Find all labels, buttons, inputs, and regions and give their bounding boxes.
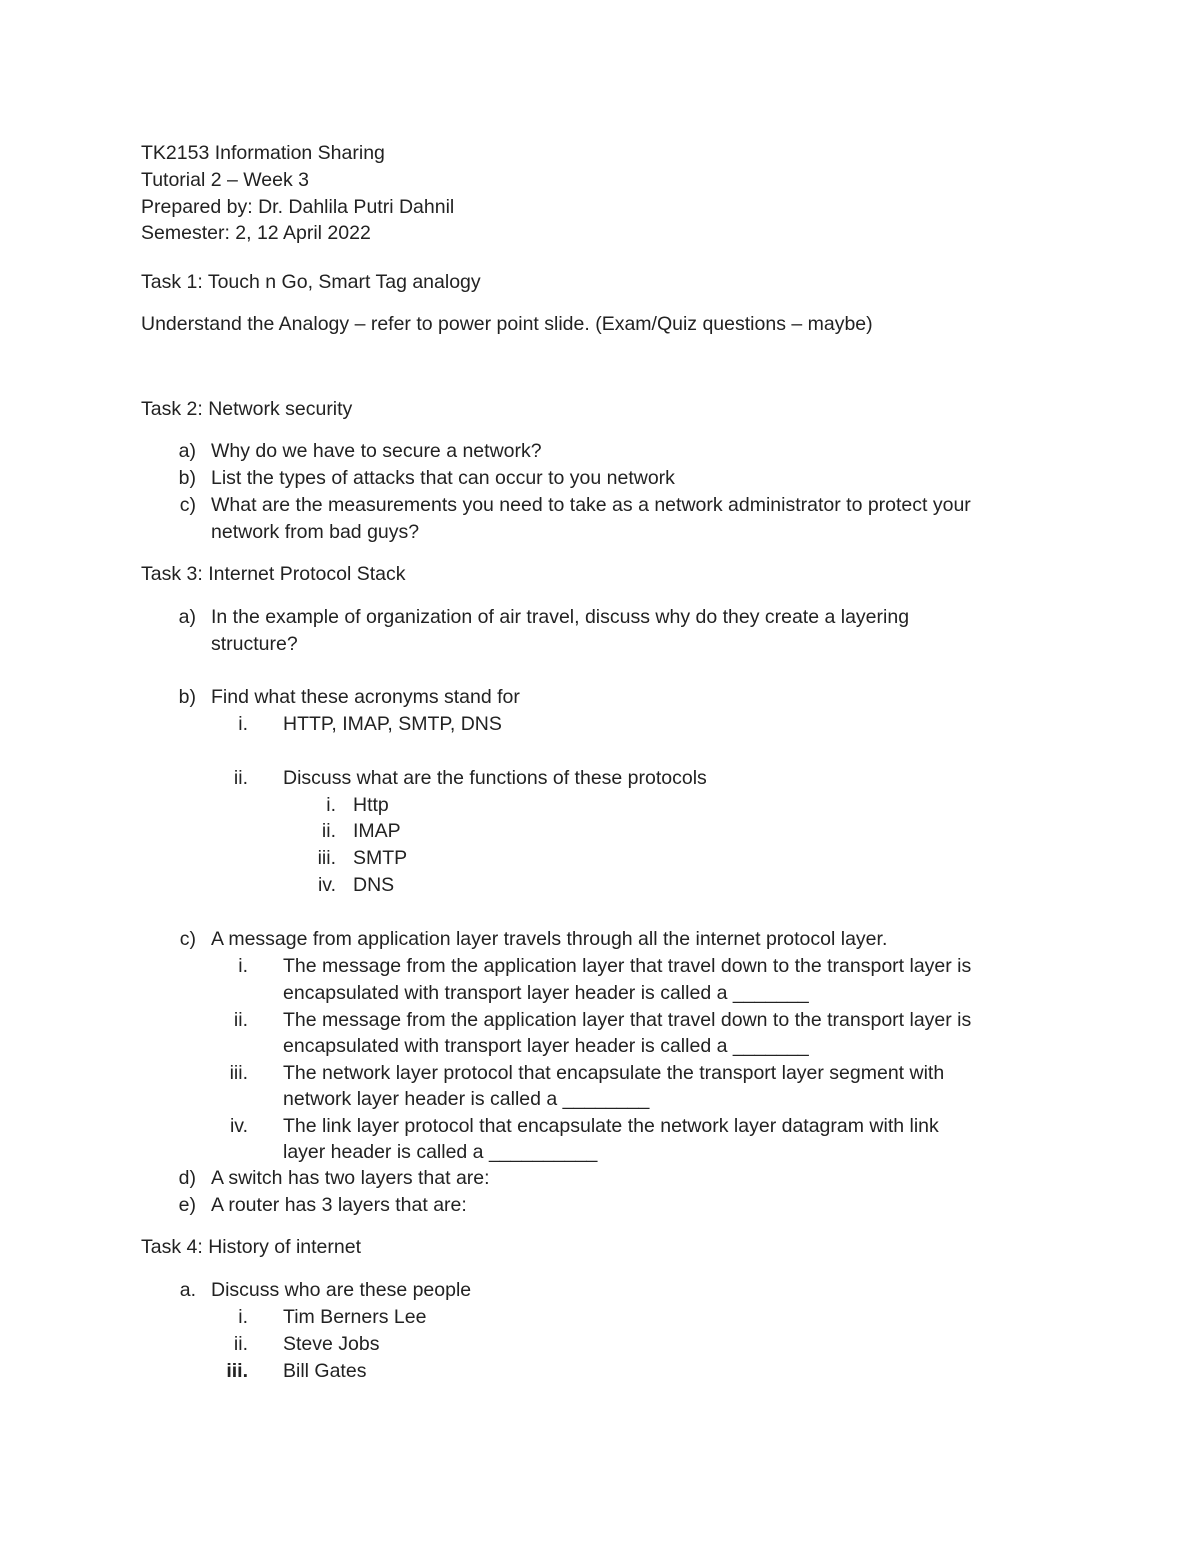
task4-a-text: Discuss who are these people (211, 1279, 472, 1301)
task3-b-ii-text: Discuss what are the functions of these protocols (283, 767, 707, 789)
protocol-dns: DNS (353, 874, 395, 896)
person-marker-2: ii. (233, 1333, 248, 1355)
task2-c-marker: c) (179, 494, 196, 516)
task3-b-i-marker: i. (238, 713, 248, 735)
person-marker-1: i. (238, 1306, 248, 1328)
protocol-marker-1: i. (326, 794, 336, 816)
task2-b-text: List the types of attacks that can occur to you network (211, 467, 675, 489)
task2-c-text-line1: What are the measurements you need to take as a network administrator to protect your (211, 494, 971, 516)
task2-a-marker: a) (178, 440, 196, 462)
task3-title: Task 3: Internet Protocol Stack (141, 563, 406, 585)
task3-c-i-marker: i. (238, 955, 248, 977)
task3-c-marker: c) (179, 928, 196, 950)
protocol-marker-2: ii. (321, 820, 336, 842)
task3-c-i-line2: encapsulated with transport layer header is called a _______ (283, 982, 809, 1004)
task3-c-iii-line2: network layer header is called a ________ (283, 1088, 650, 1110)
task3-b-ii-marker: ii. (233, 767, 248, 789)
task4-a-marker: a. (179, 1279, 196, 1301)
task3-e-marker: e) (178, 1194, 196, 1216)
task3-e-text: A router has 3 layers that are: (211, 1194, 467, 1216)
protocol-smtp: SMTP (353, 847, 408, 869)
protocol-marker-3: iii. (317, 847, 336, 869)
task3-c-iv-line2: layer header is called a __________ (283, 1141, 598, 1163)
person-marker-3: iii. (226, 1360, 248, 1382)
task3-d-marker: d) (178, 1167, 196, 1189)
task3-c-i-line1: The message from the application layer that travel down to the transport layer is (283, 955, 972, 977)
protocol-marker-4: iv. (317, 874, 336, 896)
task3-c-ii-line2: encapsulated with transport layer header is called a _______ (283, 1035, 809, 1057)
task3-c-iii-marker: iii. (229, 1062, 248, 1084)
task3-c-ii-line1: The message from the application layer that travel down to the transport layer is (283, 1009, 972, 1031)
task3-c-iii-line1: The network layer protocol that encapsulate the transport layer segment with (283, 1062, 945, 1084)
task3-b-marker: b) (178, 686, 196, 708)
prepared-by: Prepared by: Dr. Dahlila Putri Dahnil (141, 196, 455, 218)
task3-a-text-line2: structure? (211, 633, 298, 655)
task2-a-text: Why do we have to secure a network? (211, 440, 542, 462)
task3-c-text: A message from application layer travels through all the internet protocol layer. (211, 928, 888, 950)
task4-title: Task 4: History of internet (141, 1236, 362, 1258)
task3-c-iv-marker: iv. (229, 1115, 248, 1137)
person-steve-jobs: Steve Jobs (283, 1333, 380, 1355)
task1-title: Task 1: Touch n Go, Smart Tag analogy (141, 271, 481, 293)
task3-b-i-text: HTTP, IMAP, SMTP, DNS (283, 713, 502, 735)
task3-d-text: A switch has two layers that are: (211, 1167, 490, 1189)
semester: Semester: 2, 12 April 2022 (141, 222, 371, 244)
task3-a-text-line1: In the example of organization of air travel, discuss why do they create a layering (211, 606, 910, 628)
task2-b-marker: b) (178, 467, 196, 489)
course-title: TK2153 Information Sharing (141, 142, 385, 164)
task3-a-marker: a) (178, 606, 196, 628)
task3-c-ii-marker: ii. (233, 1009, 248, 1031)
person-tim-berners-lee: Tim Berners Lee (283, 1306, 427, 1328)
task3-c-iv-line1: The link layer protocol that encapsulate the network layer datagram with link (283, 1115, 939, 1137)
tutorial-title: Tutorial 2 – Week 3 (141, 169, 309, 191)
task2-c-text-line2: network from bad guys? (211, 521, 420, 543)
task1-text: Understand the Analogy – refer to power point slide. (Exam/Quiz questions – maybe) (141, 313, 873, 335)
task2-title: Task 2: Network security (141, 398, 353, 420)
protocol-imap: IMAP (353, 820, 401, 842)
task3-b-text: Find what these acronyms stand for (211, 686, 520, 708)
protocol-http: Http (353, 794, 389, 816)
person-bill-gates: Bill Gates (283, 1360, 367, 1382)
